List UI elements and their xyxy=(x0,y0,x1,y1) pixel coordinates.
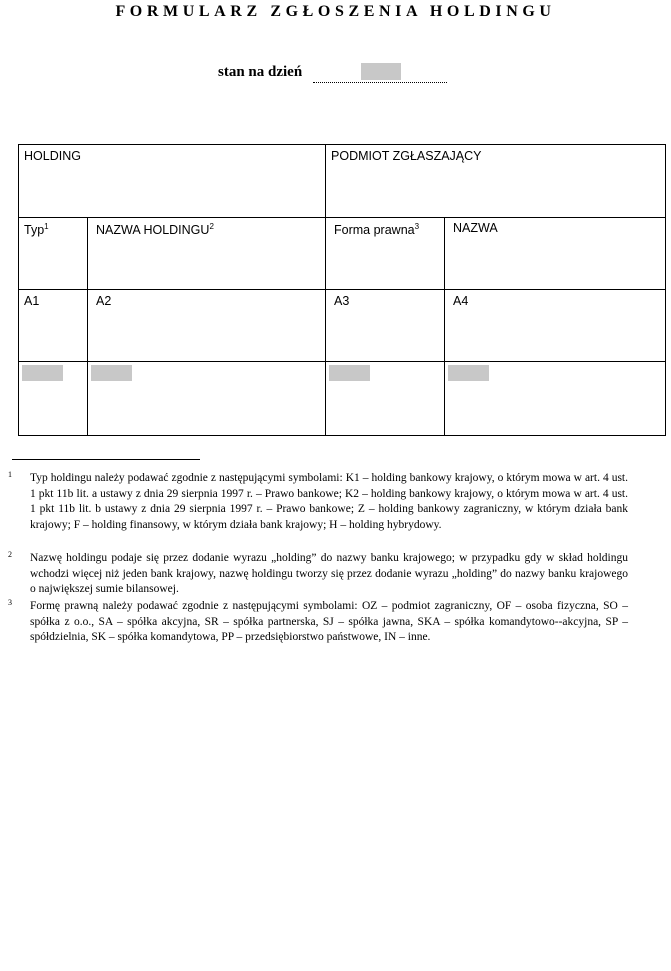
forma-prawna-label: Forma prawna xyxy=(334,223,415,237)
code-cell-a3 xyxy=(326,290,445,362)
date-label: stan na dzień xyxy=(218,64,303,80)
code-cell-a4 xyxy=(445,290,666,362)
footnote-1-number: 1 xyxy=(8,470,12,479)
input-cell-typ xyxy=(19,362,88,436)
nazwa-column-cell xyxy=(445,218,666,290)
footnote-1 xyxy=(8,471,628,533)
podmiot-header: PODMIOT ZGŁASZAJĄCY xyxy=(331,149,482,163)
footnote-3-text: Formę prawną należy podawać zgodnie z następującymi symbolami: OZ – podmiot zagraniczny, OF – osoba fizyczna, SO – spółka z o.o., SA – spółka akcyjna, SR – spółka partnerska, SJ – spółka jawna, SKA – spółka komandytowo--akcyjna, SP – spółdzielnia, SK – spółka komandytowa, PP – przedsiębiorstwo państwowe, IN – inne. xyxy=(30,600,628,643)
forma-prawna-column-cell xyxy=(326,218,445,290)
code-a1: A1 xyxy=(24,294,40,308)
code-a2: A2 xyxy=(96,294,112,308)
typ-footnote-ref: 1 xyxy=(44,221,49,231)
holding-header-cell xyxy=(19,145,326,218)
footnote-2-text: Nazwę holdingu podaje się przez dodanie wyrazu „holding” do nazwy banku krajowego; w przypadku gdy w skład holdingu wchodzi więcej niż jeden bank krajowy, nazwę holdingu tworzy się przez dodanie wyrazu „holding” do nazwy banku krajowego o największej sumie bilansowej. xyxy=(30,552,628,595)
nazwa-input-field[interactable] xyxy=(448,365,489,381)
footnote-1-text: Typ holdingu należy podawać zgodnie z następującymi symbolami: K1 – holding bankowy krajowy, o którym mowa w art. 4 ust. 1 pkt 11b lit. a ustawy z dnia 29 sierpnia 1997 r. – Prawo bankowe; K2 – holding bankowy krajowy, o którym mowa w art. 4 ust. 1 pkt 11b lit. b ustawy z dnia 29 sierpnia 1997 r. – Prawo bankowe; Z – holding bankowy zagraniczny, w którym działa bank krajowy; F – holding finansowy, w którym działa bank krajowy; H – holding hybrydowy. xyxy=(30,472,628,531)
typ-input-field[interactable] xyxy=(22,365,63,381)
podmiot-header-cell xyxy=(326,145,666,218)
typ-column-cell xyxy=(19,218,88,290)
typ-column-header xyxy=(19,218,87,237)
nazwa-holdingu-input-field[interactable] xyxy=(91,365,132,381)
footnote-separator xyxy=(12,459,200,460)
footnote-2-number: 2 xyxy=(8,550,12,559)
input-cell-nazwa xyxy=(445,362,666,436)
code-cell-a2 xyxy=(88,290,326,362)
nazwa-holdingu-footnote-ref: 2 xyxy=(209,221,214,231)
form-title: FORMULARZ ZGŁOSZENIA HOLDINGU xyxy=(115,3,556,20)
footnote-3-number: 3 xyxy=(8,598,12,607)
holding-header: HOLDING xyxy=(24,149,81,163)
nazwa-column-header: NAZWA xyxy=(453,221,498,235)
holding-table xyxy=(18,144,666,436)
footnote-3 xyxy=(8,599,628,646)
footnote-2 xyxy=(8,551,628,598)
code-a3: A3 xyxy=(334,294,350,308)
forma-prawna-column-header xyxy=(326,218,444,237)
code-a4: A4 xyxy=(453,294,469,308)
nazwa-holdingu-column-cell xyxy=(88,218,326,290)
code-cell-a1 xyxy=(19,290,88,362)
forma-prawna-input-field[interactable] xyxy=(329,365,370,381)
input-cell-forma-prawna xyxy=(326,362,445,436)
date-input-field[interactable] xyxy=(361,63,401,80)
nazwa-holdingu-column-header xyxy=(88,218,325,237)
typ-label: Typ xyxy=(24,223,45,237)
nazwa-holdingu-label: NAZWA HOLDINGU xyxy=(96,223,210,237)
forma-prawna-footnote-ref: 3 xyxy=(414,221,420,231)
input-cell-nazwa-holdingu xyxy=(88,362,326,436)
